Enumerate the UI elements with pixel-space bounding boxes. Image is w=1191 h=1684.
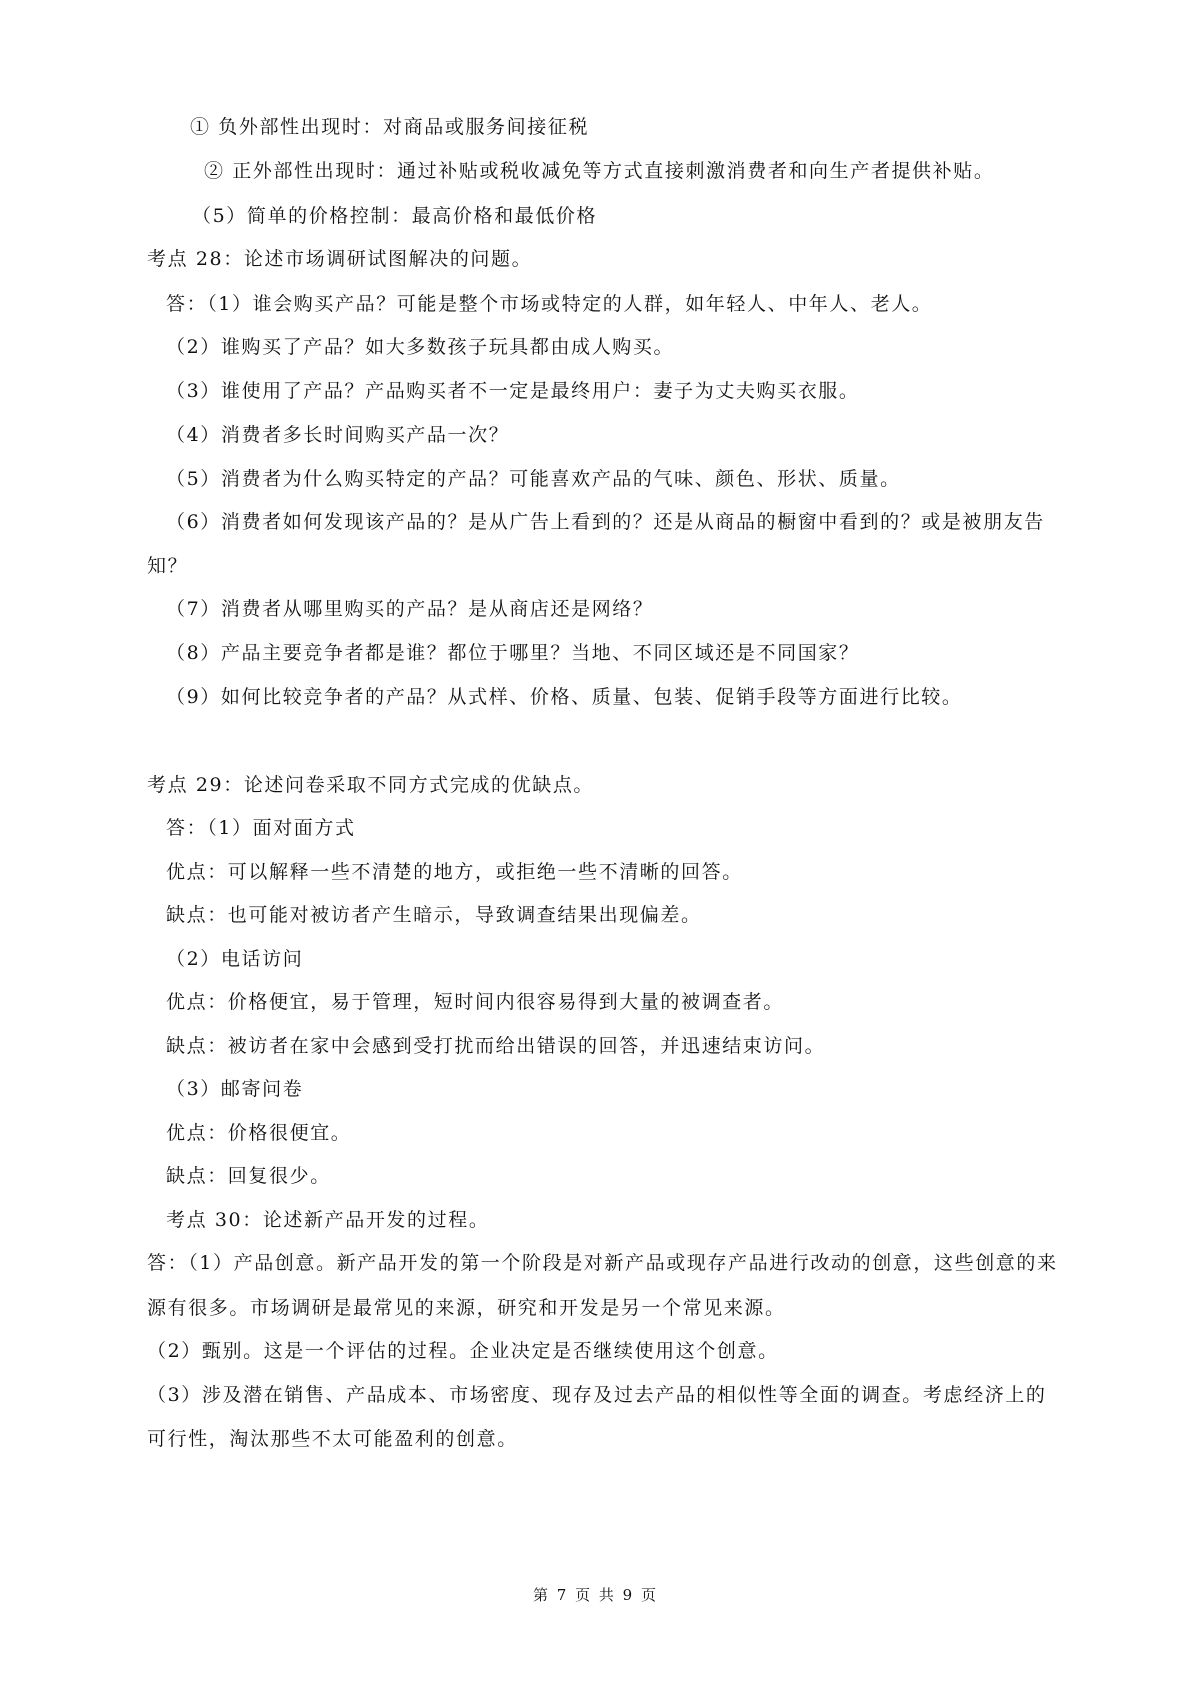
text-line: 知？: [147, 555, 189, 577]
text-line: （3）邮寄问卷: [166, 1078, 304, 1100]
text-line: 缺点：也可能对被访者产生暗示，导致调查结果出现偏差。: [166, 904, 702, 926]
text-line: 优点：价格很便宜。: [166, 1122, 352, 1144]
text-line: （3）涉及潜在销售、产品成本、市场密度、现存及过去产品的相似性等全面的调查。考虑经济上的: [147, 1384, 1047, 1406]
text-line: ① 负外部性出现时：对商品或服务间接征税: [190, 116, 590, 138]
text-line: （2）甄别。这是一个评估的过程。企业决定是否继续使用这个创意。: [147, 1340, 779, 1362]
text-line: 答：（1）产品创意。新产品开发的第一个阶段是对新产品或现存产品进行改动的创意，这些创意的来: [147, 1252, 1058, 1274]
section-heading: 考点 30：论述新产品开发的过程。: [166, 1209, 490, 1231]
section-heading: 考点 29：论述问卷采取不同方式完成的优缺点。: [147, 774, 595, 796]
text-line: （5）消费者为什么购买特定的产品？可能喜欢产品的气味、颜色、形状、质量。: [166, 468, 901, 490]
text-line: 缺点：被访者在家中会感到受打扰而给出错误的回答，并迅速结束访问。: [166, 1035, 826, 1057]
text-line: 答：（1）面对面方式: [166, 817, 356, 839]
text-line: （7）消费者从哪里购买的产品？是从商店还是网络？: [166, 598, 654, 620]
text-line: （8）产品主要竞争者都是谁？都位于哪里？当地、不同区域还是不同国家？: [166, 642, 860, 664]
text-line: 缺点：回复很少。: [166, 1165, 331, 1187]
text-line: （2）电话访问: [166, 948, 304, 970]
section-heading: 考点 28：论述市场调研试图解决的问题。: [147, 248, 533, 270]
text-line: 优点：可以解释一些不清楚的地方，或拒绝一些不清晰的回答。: [166, 861, 743, 883]
text-line: （2）谁购买了产品？如大多数孩子玩具都由成人购买。: [166, 336, 675, 358]
text-line: （5）简单的价格控制：最高价格和最低价格: [192, 205, 598, 227]
text-line: ② 正外部性出现时：通过补贴或税收减免等方式直接刺激消费者和向生产者提供补贴。: [204, 160, 995, 182]
text-line: 源有很多。市场调研是最常见的来源，研究和开发是另一个常见来源。: [147, 1297, 786, 1319]
text-line: （4）消费者多长时间购买产品一次？: [166, 424, 510, 446]
text-line: （9）如何比较竞争者的产品？从式样、价格、质量、包装、促销手段等方面进行比较。: [166, 686, 963, 708]
text-line: （3）谁使用了产品？产品购买者不一定是最终用户：妻子为丈夫购买衣服。: [166, 380, 860, 402]
page-footer: 第 7 页 共 9 页: [533, 1586, 658, 1604]
text-line: 优点：价格便宜，易于管理，短时间内很容易得到大量的被调查者。: [166, 991, 785, 1013]
text-line: 可行性，淘汰那些不太可能盈利的创意。: [147, 1428, 518, 1450]
text-line: （6）消费者如何发现该产品的？是从广告上看到的？还是从商品的橱窗中看到的？或是被朋友告: [166, 511, 1045, 533]
text-line: 答：（1）谁会购买产品？可能是整个市场或特定的人群，如年轻人、中年人、老人。: [166, 293, 933, 315]
